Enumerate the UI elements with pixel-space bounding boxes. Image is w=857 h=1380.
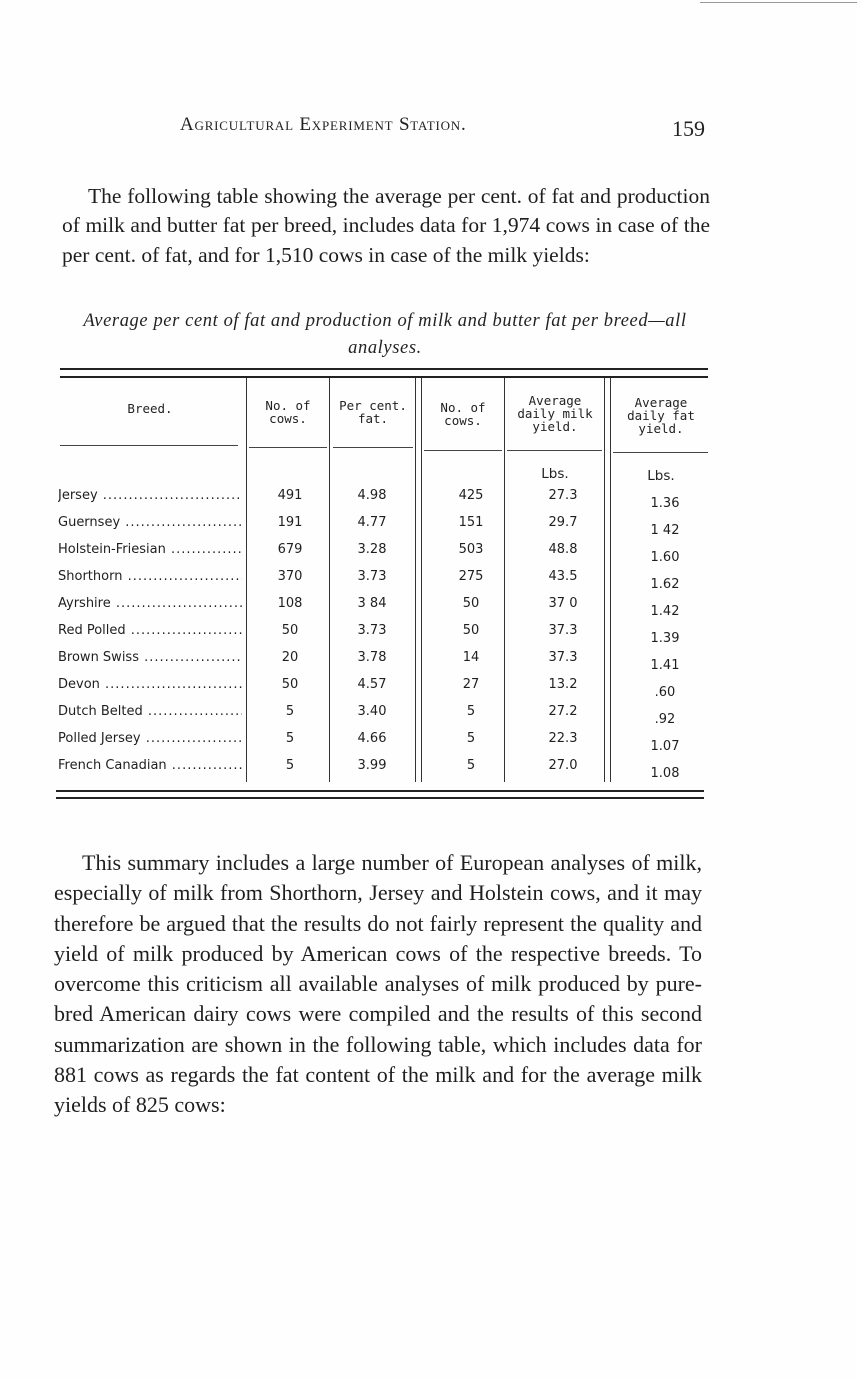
fat-yield-cell: .92 [654, 712, 676, 727]
cows-fat-cell: 5 [285, 758, 295, 773]
breed-cell: Red Polled ..... [58, 623, 242, 638]
milk-yield-cell: 37 0 [548, 596, 578, 611]
breed-cell: Brown Swiss ..... [58, 650, 242, 665]
header-underline [249, 447, 327, 448]
milk-yield-cell: 43.5 [548, 569, 578, 584]
cows-milk-cell: 503 [458, 542, 484, 557]
table-row [58, 650, 708, 677]
cows-fat-cell: 5 [285, 704, 295, 719]
table-top-rule [60, 368, 708, 370]
fat-pct-cell: 3.73 [357, 623, 387, 638]
milk-yield-cell: 27.2 [548, 704, 578, 719]
fat-pct-cell: 4.66 [357, 731, 387, 746]
summary-paragraph: This summary includes a large number of European analyses of milk, especially of milk from Shorthorn, Jersey and Holstein cows, and it may therefore be argued that the results do not fairly represent the quality and yield of milk produced by American cows of the respective breeds. To overcome this criticism all available analyses of milk produced by pure-bred American dairy cows were compiled and the results of this second summarization are shown in the following table, which includes data for 881 cows as regards the fat content of the milk and for the average milk yields of 825 cows: [54, 850, 702, 1118]
cows-milk-cell: 27 [462, 677, 480, 692]
running-title: Agricultural Experiment Station. [180, 114, 467, 135]
table-caption: Average per cent of fat and production of milk and butter fat per breed—all analyses. [83, 311, 687, 358]
page-edge-rule [700, 2, 857, 3]
fat-pct-cell: 3.28 [357, 542, 387, 557]
table-row [58, 677, 708, 704]
cows-fat-cell: 50 [281, 623, 299, 638]
breed-cell: Ayrshire ..... [58, 596, 242, 611]
cows-fat-cell: 5 [285, 731, 295, 746]
milk-yield-cell: 29.7 [548, 515, 578, 530]
breed-cell: Shorthorn ..... [58, 569, 242, 584]
milk-yield-cell: 22.3 [548, 731, 578, 746]
breed-cell: Holstein-Friesian ..... [58, 542, 242, 557]
cows-fat-cell: 108 [277, 596, 303, 611]
fat-yield-cell: 1.07 [650, 739, 680, 754]
cows-fat-cell: 50 [281, 677, 299, 692]
cows-fat-cell: 20 [281, 650, 299, 665]
header-underline [507, 450, 602, 451]
milk-yield-cell: 37.3 [548, 650, 578, 665]
fat-yield-cell: 1.08 [650, 766, 680, 781]
intro-paragraph: The following table showing the average per cent. of fat and production of milk and butter fat per breed, includes data for 1,974 cows in case of the per cent. of fat, and for 1,510 cows in case of the milk yields: [62, 183, 710, 267]
col-header-fat-pct: Per cent. fat. [339, 398, 407, 426]
fat-yield-cell: 1.42 [650, 604, 680, 619]
fat-yield-cell: .60 [654, 685, 676, 700]
cows-milk-cell: 5 [466, 704, 476, 719]
header-underline [613, 452, 708, 453]
table-row [58, 542, 708, 569]
breed-cell: Guernsey ..... [58, 515, 242, 530]
cows-milk-cell: 50 [462, 596, 480, 611]
fat-yield-cell: 1.41 [650, 658, 680, 673]
milk-yield-cell: 48.8 [548, 542, 578, 557]
fat-pct-cell: 3.40 [357, 704, 387, 719]
cows-fat-cell: 191 [277, 515, 303, 530]
cows-milk-cell: 275 [458, 569, 484, 584]
header-underline [60, 445, 238, 446]
table-bottom-rule [56, 790, 704, 792]
fat-pct-cell: 3.73 [357, 569, 387, 584]
table-row [58, 488, 708, 515]
fat-yield-cell: 1.39 [650, 631, 680, 646]
header-underline [333, 447, 413, 448]
table-row [58, 623, 708, 650]
fat-pct-cell: 4.77 [357, 515, 387, 530]
cows-milk-cell: 5 [466, 731, 476, 746]
breed-cell: French Canadian ..... [58, 758, 242, 773]
header-underline [424, 450, 502, 451]
fat-yield-cell: 1 42 [650, 523, 680, 538]
cows-milk-cell: 50 [462, 623, 480, 638]
unit-label-fat: Lbs. [647, 468, 675, 484]
table-row [58, 515, 708, 542]
cows-fat-cell: 679 [277, 542, 303, 557]
milk-yield-cell: 27.3 [548, 488, 578, 503]
breed-cell: Devon ..... [58, 677, 242, 692]
cows-milk-cell: 425 [458, 488, 484, 503]
cows-milk-cell: 14 [462, 650, 480, 665]
milk-yield-cell: 27.0 [548, 758, 578, 773]
cows-fat-cell: 491 [277, 488, 303, 503]
col-header-cows-milk: No. of cows. [440, 400, 486, 428]
col-header-cows-fat: No. of cows. [265, 398, 311, 426]
fat-pct-cell: 3.99 [357, 758, 387, 773]
table-row [58, 596, 708, 623]
cows-milk-cell: 5 [466, 758, 476, 773]
table-row [58, 569, 708, 596]
fat-pct-cell: 3.78 [357, 650, 387, 665]
breed-cell: Jersey ..... [58, 488, 242, 503]
col-header-fat-yield: Average daily fat yield. [627, 395, 695, 436]
milk-yield-cell: 37.3 [548, 623, 578, 638]
table-row [58, 704, 708, 731]
breed-cell: Dutch Belted ..... [58, 704, 242, 719]
fat-pct-cell: 3 84 [357, 596, 387, 611]
col-header-breed: Breed. [127, 401, 173, 416]
fat-pct-cell: 4.57 [357, 677, 387, 692]
fat-yield-cell: 1.62 [650, 577, 680, 592]
breed-cell: Polled Jersey ..... [58, 731, 242, 746]
table-row [58, 731, 708, 758]
milk-yield-cell: 13.2 [548, 677, 578, 692]
unit-label-milk: Lbs. [541, 466, 569, 482]
cows-fat-cell: 370 [277, 569, 303, 584]
cows-milk-cell: 151 [458, 515, 484, 530]
fat-yield-cell: 1.60 [650, 550, 680, 565]
col-header-milk-yield: Average daily milk yield. [517, 393, 593, 434]
table-bottom-rule-inner [56, 797, 704, 799]
fat-pct-cell: 4.98 [357, 488, 387, 503]
table-row [58, 758, 708, 785]
page-number: 159 [672, 116, 705, 141]
fat-yield-cell: 1.36 [650, 496, 680, 511]
